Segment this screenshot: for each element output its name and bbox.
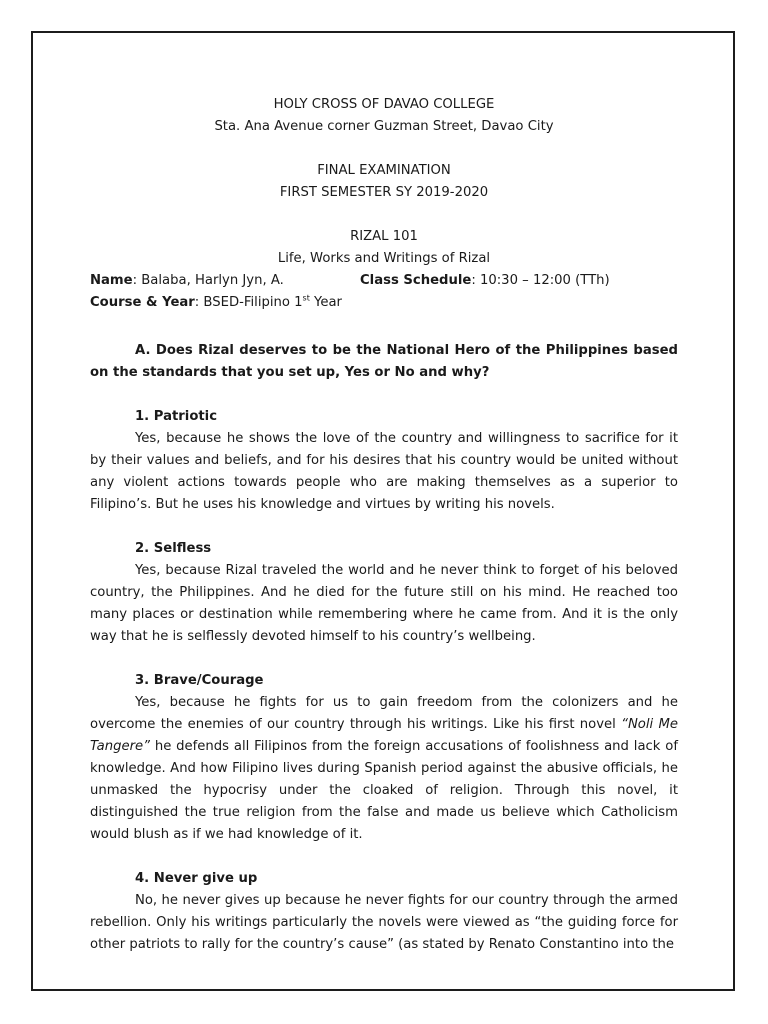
section-body: Yes, because Rizal traveled the world and he never think to forget of his beloved country, the Philippines. And he died for the future still on his mind. He reached too many places or destination while remembering where he came from. And it is the only way that he is selflessly devoted himself to his country’s wellbeing. [90,563,678,644]
question-heading: A. Does Rizal deserves to be the National Hero of the Philippines based on the standards that you set up, Yes or No and why? [90,343,678,380]
section-heading: 1. Patriotic [135,409,218,424]
name-label: Name [90,273,133,288]
section-body: Yes, because he shows the love of the country and willingness to sacrifice for it by their values and beliefs, and for his desires that his country would be united without any violent actions towards people who are making themselves as a superior to Filipino’s. But he uses his knowledge and virtues by writing his novels. [90,431,678,512]
novel-title: “Noli Me Tangere” [90,717,678,754]
schedule-label: Class Schedule [360,273,472,288]
name-schedule-row [90,270,678,292]
name-field [90,273,284,288]
course-title: Life, Works and Writings of Rizal [277,251,491,266]
section-heading: 3. Brave/Courage [135,673,264,688]
section-body: No, he never gives up because he never fights for our country through the armed rebellion. Only his writings particularly the novels were viewed as “the guiding force for other patriots to rally for the country’s cause” (as stated by Renato Constantino into the [90,893,678,952]
course-year-suffix: Year [309,295,342,310]
schedule-field [360,270,610,292]
section-heading: 2. Selfless [135,541,212,556]
section-body-text: Yes, because he fights for us to gain freedom from the colonizers and he overcome the enemies of our country through his writings. Like his first novel [90,695,678,732]
name-value: : Balaba, Harlyn Jyn, A. [132,273,284,288]
school-address: Sta. Ana Avenue corner Guzman Street, Davao City [214,119,554,134]
course-year-sup: st [302,293,310,303]
course-year-row [90,292,678,314]
section-body [90,692,678,846]
semester-line: FIRST SEMESTER SY 2019-2020 [279,185,489,200]
document-body [90,94,678,956]
schedule-value: : 10:30 – 12:00 (TTh) [471,273,610,288]
section-heading: 4. Never give up [135,871,258,886]
school-name: HOLY CROSS OF DAVAO COLLEGE [273,97,495,112]
exam-title: FINAL EXAMINATION [317,163,451,178]
course-year-label: Course & Year [90,295,195,310]
course-code: RIZAL 101 [350,229,418,244]
section-body-text: he defends all Filipinos from the foreign accusations of foolishness and lack of knowledge. And how Filipino lives during Spanish period against the abusive officials, he unmasked the hypocrisy under the cloaked of religion. Through this novel, it distinguished the true religion from the false and made us believe which Catholicism would blush as if we had knowledge of it. [90,739,678,842]
course-year-value: : BSED-Filipino 1 [194,295,303,310]
